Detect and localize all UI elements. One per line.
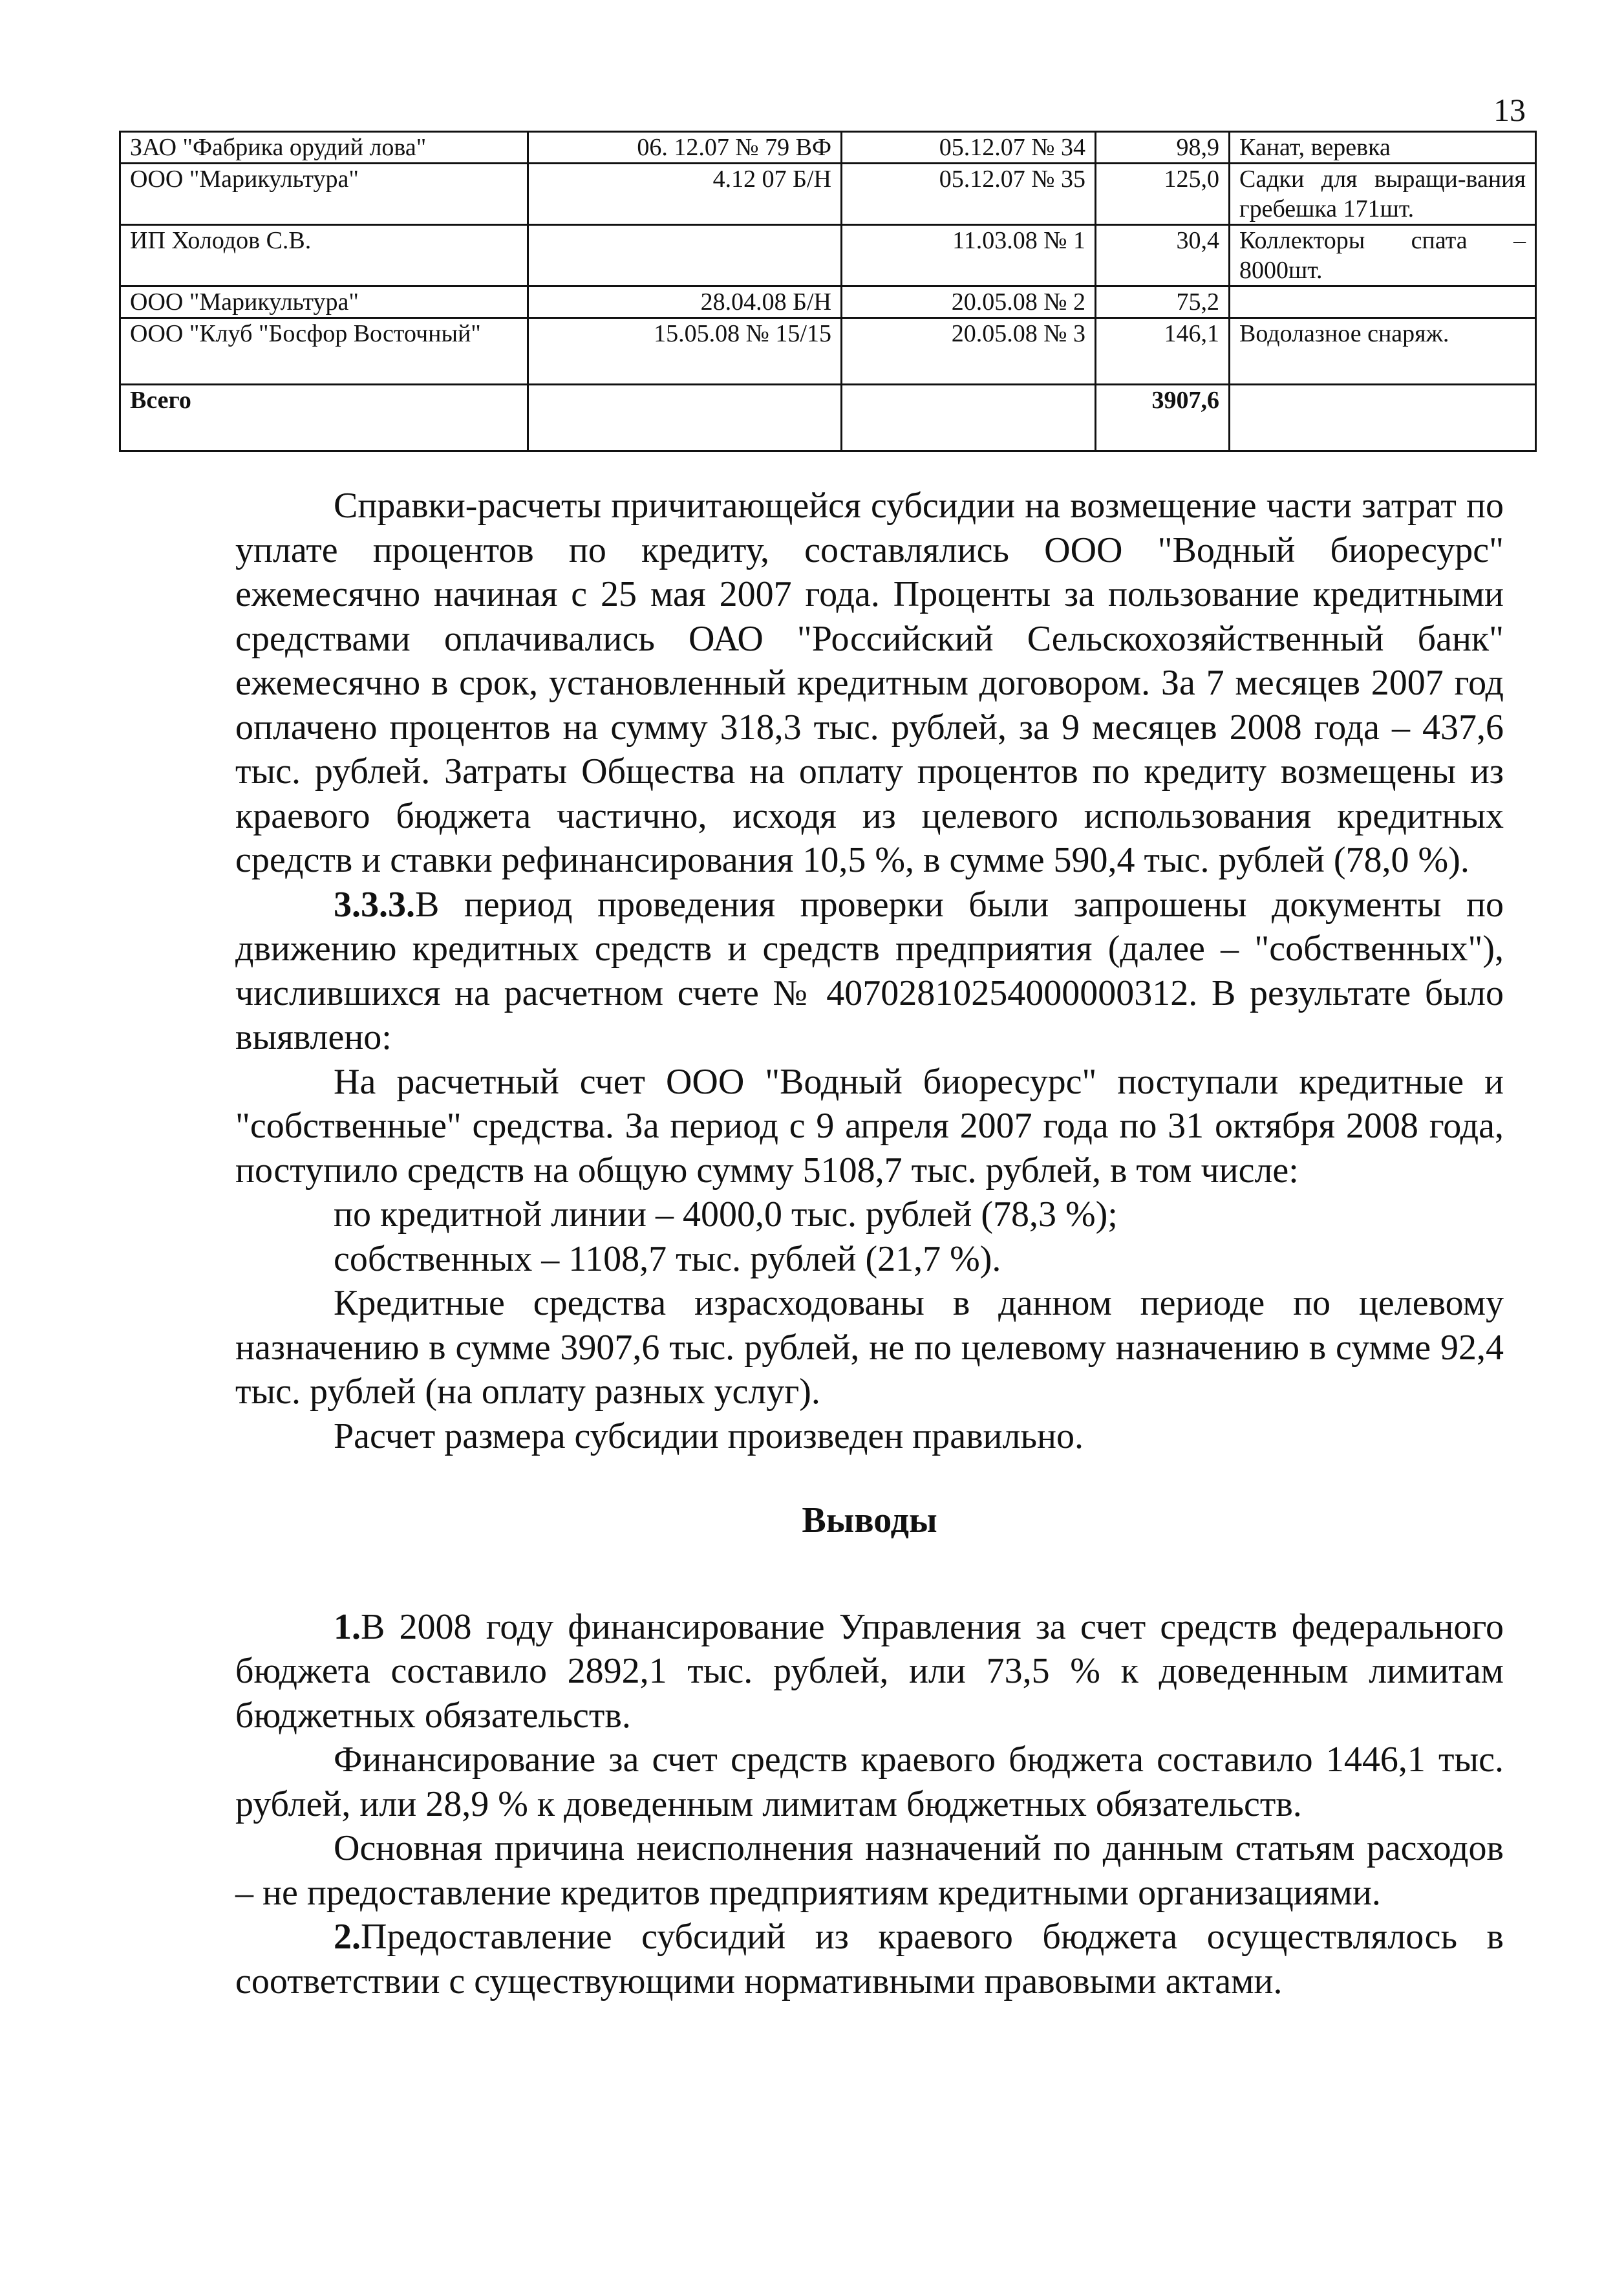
- purpose-cell: [1230, 286, 1536, 318]
- payment-cell: 05.12.07 № 35: [842, 164, 1096, 225]
- payment-cell: 11.03.08 № 1: [842, 225, 1096, 286]
- paragraph-credit-line: по кредитной линии – 4000,0 тыс. рублей (78,3 %);: [334, 1194, 1118, 1235]
- invoice-cell: 06. 12.07 № 79 ВФ: [528, 132, 842, 164]
- table-row: [120, 132, 1536, 164]
- supplier-cell: ЗАО "Фабрика орудий лова": [120, 132, 528, 164]
- purpose-cell: Коллекторы спата – 8000шт.: [1230, 225, 1536, 286]
- conclusion-1-reason: Основная причина неисполнения назначений по данным статьям расходов – не предоставление кредитов предприятиям кредитными организациями.: [235, 1828, 1504, 1913]
- invoice-cell: [528, 385, 842, 451]
- invoice-cell: [528, 225, 842, 286]
- payment-cell: 20.05.08 № 3: [842, 318, 1096, 385]
- page-number: 13: [1493, 92, 1526, 128]
- invoice-cell: 15.05.08 № 15/15: [528, 318, 842, 385]
- conclusion-text: В 2008 году финансирование Управления за счет средств федерального бюджета составило 2892,1 тыс. рублей, или 73,5 % к доведенным лимитам бюджетных обязательств.: [235, 1606, 1504, 1736]
- conclusions-heading: Выводы: [802, 1500, 937, 1540]
- amount-cell: 75,2: [1096, 286, 1230, 318]
- total-amount-cell: 3907,6: [1096, 385, 1230, 451]
- section-text: В период проведения проверки были запрошены документы по движению кредитных средств и средств предприятия (далее – "собственных"), числившихся на расчетном счете № 40702810254000000312. В результате было выявлено:: [235, 884, 1504, 1057]
- amount-cell: 125,0: [1096, 164, 1230, 225]
- amount-cell: 146,1: [1096, 318, 1230, 385]
- supplier-cell: ИП Холодов С.В.: [120, 225, 528, 286]
- supplier-cell: ООО "Клуб "Босфор Восточный": [120, 318, 528, 385]
- table-row: [120, 225, 1536, 286]
- invoice-cell: 4.12 07 Б/Н: [528, 164, 842, 225]
- purpose-cell: Канат, веревка: [1230, 132, 1536, 164]
- paragraph-own-funds: собственных – 1108,7 тыс. рублей (21,7 %).: [334, 1238, 1001, 1279]
- conclusion-number: 2.: [334, 1917, 361, 1957]
- paragraph-section-3-3-3: [235, 883, 1504, 1060]
- supplier-cell: ООО "Марикультура": [120, 164, 528, 225]
- supplier-cell: ООО "Марикультура": [120, 286, 528, 318]
- conclusion-number: 1.: [334, 1606, 361, 1647]
- amount-cell: 98,9: [1096, 132, 1230, 164]
- purpose-cell: [1230, 385, 1536, 451]
- document-body: [235, 484, 1504, 2003]
- table-total-row: [120, 385, 1536, 451]
- purpose-cell: Садки для выращи-вания гребешка 171шт.: [1230, 164, 1536, 225]
- paragraph-spending: Кредитные средства израсходованы в данном периоде по целевому назначению в сумме 3907,6 тыс. рублей, не по целевому назначению в сумме 92,4 тыс. рублей (на оплату разных услуг).: [235, 1283, 1504, 1412]
- total-label-cell: Всего: [120, 385, 528, 451]
- amount-cell: 30,4: [1096, 225, 1230, 286]
- table-row: [120, 318, 1536, 385]
- paragraph-account-receipts: На расчетный счет ООО "Водный биоресурс" поступали кредитные и "собственные" средства. За период с 9 апреля 2007 года по 31 октября 2008 года, поступило средств на общую сумму 5108,7 тыс. рублей, в том числе:: [235, 1061, 1504, 1191]
- invoice-cell: 28.04.08 Б/Н: [528, 286, 842, 318]
- expenses-table: [119, 131, 1537, 452]
- conclusion-2: [235, 1915, 1504, 2003]
- purpose-cell: Водолазное снаряж.: [1230, 318, 1536, 385]
- paragraph-subsidy-calculations: Справки-расчеты причитающейся субсидии на возмещение части затрат по уплате процентов по кредиту, составлялись ООО "Водный биоресурс" ежемесячно начиная с 25 мая 2007 года. Проценты за пользование кредитными средствами оплачивались ОАО "Российский Сельскохозяйственный банк" ежемесячно в срок, установленный кредитным договором. За 7 месяцев 2007 год оплачено процентов на сумму 318,3 тыс. рублей, за 9 месяцев 2008 года – 437,6 тыс. рублей. Затраты Общества на оплату процентов по кредиту возмещены из краевого бюджета частично, исходя из целевого использования кредитных средств и ставки рефинансирования 10,5 %, в сумме 590,4 тыс. рублей (78,0 %).: [235, 486, 1504, 880]
- conclusion-1: [235, 1605, 1504, 1738]
- section-number: 3.3.3.: [334, 884, 415, 925]
- payment-cell: 05.12.07 № 34: [842, 132, 1096, 164]
- table-row: [120, 164, 1536, 225]
- paragraph-calculation-correct: Расчет размера субсидии произведен правильно.: [334, 1416, 1084, 1456]
- payment-cell: [842, 385, 1096, 451]
- payment-cell: 20.05.08 № 2: [842, 286, 1096, 318]
- conclusion-1-regional: Финансирование за счет средств краевого бюджета составило 1446,1 тыс. рублей, или 28,9 % к доведенным лимитам бюджетных обязательств.: [235, 1740, 1504, 1824]
- conclusion-text: Предоставление субсидий из краевого бюджета осуществлялось в соответствии с существующими нормативными правовыми актами.: [235, 1917, 1504, 2001]
- table-row: [120, 286, 1536, 318]
